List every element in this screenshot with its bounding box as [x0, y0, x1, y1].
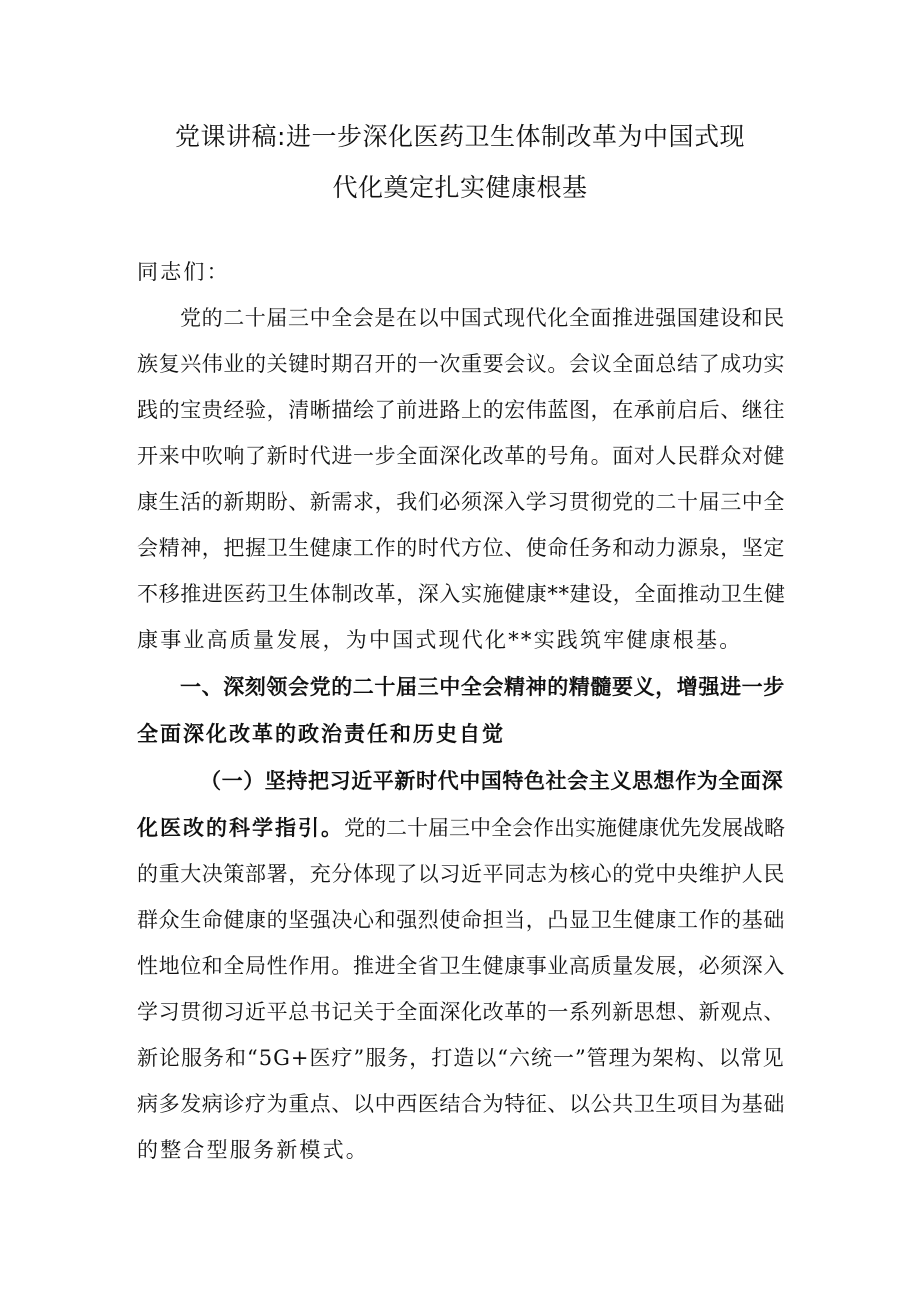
paragraph-line: 践的宝贵经验，清晰描绘了前进路上的宏伟蓝图，在承前启后、继往: [137, 398, 785, 422]
paragraph-line: 开来中吹响了新时代进一步全面深化改革的号角。面对人民群众对健: [137, 444, 785, 468]
paragraph-line: 的整合型服务新模式。: [137, 1138, 369, 1162]
paragraph-line: 党的二十届三中全会是在以中国式现代化全面推进强国建设和民: [180, 306, 785, 330]
paragraph-line: 康生活的新期盼、新需求，我们必须深入学习贯彻党的二十届三中全: [137, 490, 785, 514]
section-heading-line: 一、深刻领会党的二十届三中全会精神的精髓要义，增强进一步: [180, 675, 785, 699]
salutation: 同志们：: [137, 260, 230, 284]
paragraph-line: 学习贯彻习近平总书记关于全面深化改革的一系列新思想、新观点、: [137, 1000, 785, 1024]
paragraph-line: 群众生命健康的坚强决心和强烈使命担当，凸显卫生健康工作的基础: [137, 908, 785, 932]
paragraph-line: 的重大决策部署，充分体现了以习近平同志为核心的党中央维护人民: [137, 862, 785, 886]
subsection-heading-continuation: [137, 814, 787, 842]
subsection-heading-line: （一）坚持把习近平新时代中国特色社会主义思想作为全面深: [200, 769, 784, 793]
paragraph-line: 族复兴伟业的关键时期召开的一次重要会议。会议全面总结了成功实: [137, 352, 785, 376]
document-title-line-2: 代化奠定扎实健康根基: [332, 173, 588, 202]
paragraph-line: 性地位和全局性作用。推进全省卫生健康事业高质量发展，必须深入: [137, 954, 785, 978]
paragraph-line: 新论服务和“5G+医疗”服务，打造以“六统一”管理为架构、以常见: [137, 1046, 785, 1070]
paragraph-line: 康事业高质量发展，为中国式现代化**实践筑牢健康根基。: [137, 628, 743, 652]
section-heading-line: 全面深化改革的政治责任和历史自觉: [137, 722, 505, 746]
paragraph-line: 不移推进医药卫生体制改革，深入实施健康**建设，全面推动卫生健: [137, 582, 786, 606]
paragraph-line: 会精神，把握卫生健康工作的时代方位、使命任务和动力源泉，坚定: [137, 536, 785, 560]
document-title-line-1: 党课讲稿:进一步深化医药卫生体制改革为中国式现: [175, 122, 745, 151]
subsection-heading-tail: 化医改的科学指引。: [137, 816, 344, 840]
paragraph-text: 党的二十届三中全会作出实施健康优先发展战略: [344, 816, 785, 840]
paragraph-line: 病多发病诊疗为重点、以中西医结合为特征、以公共卫生项目为基础: [137, 1092, 785, 1116]
